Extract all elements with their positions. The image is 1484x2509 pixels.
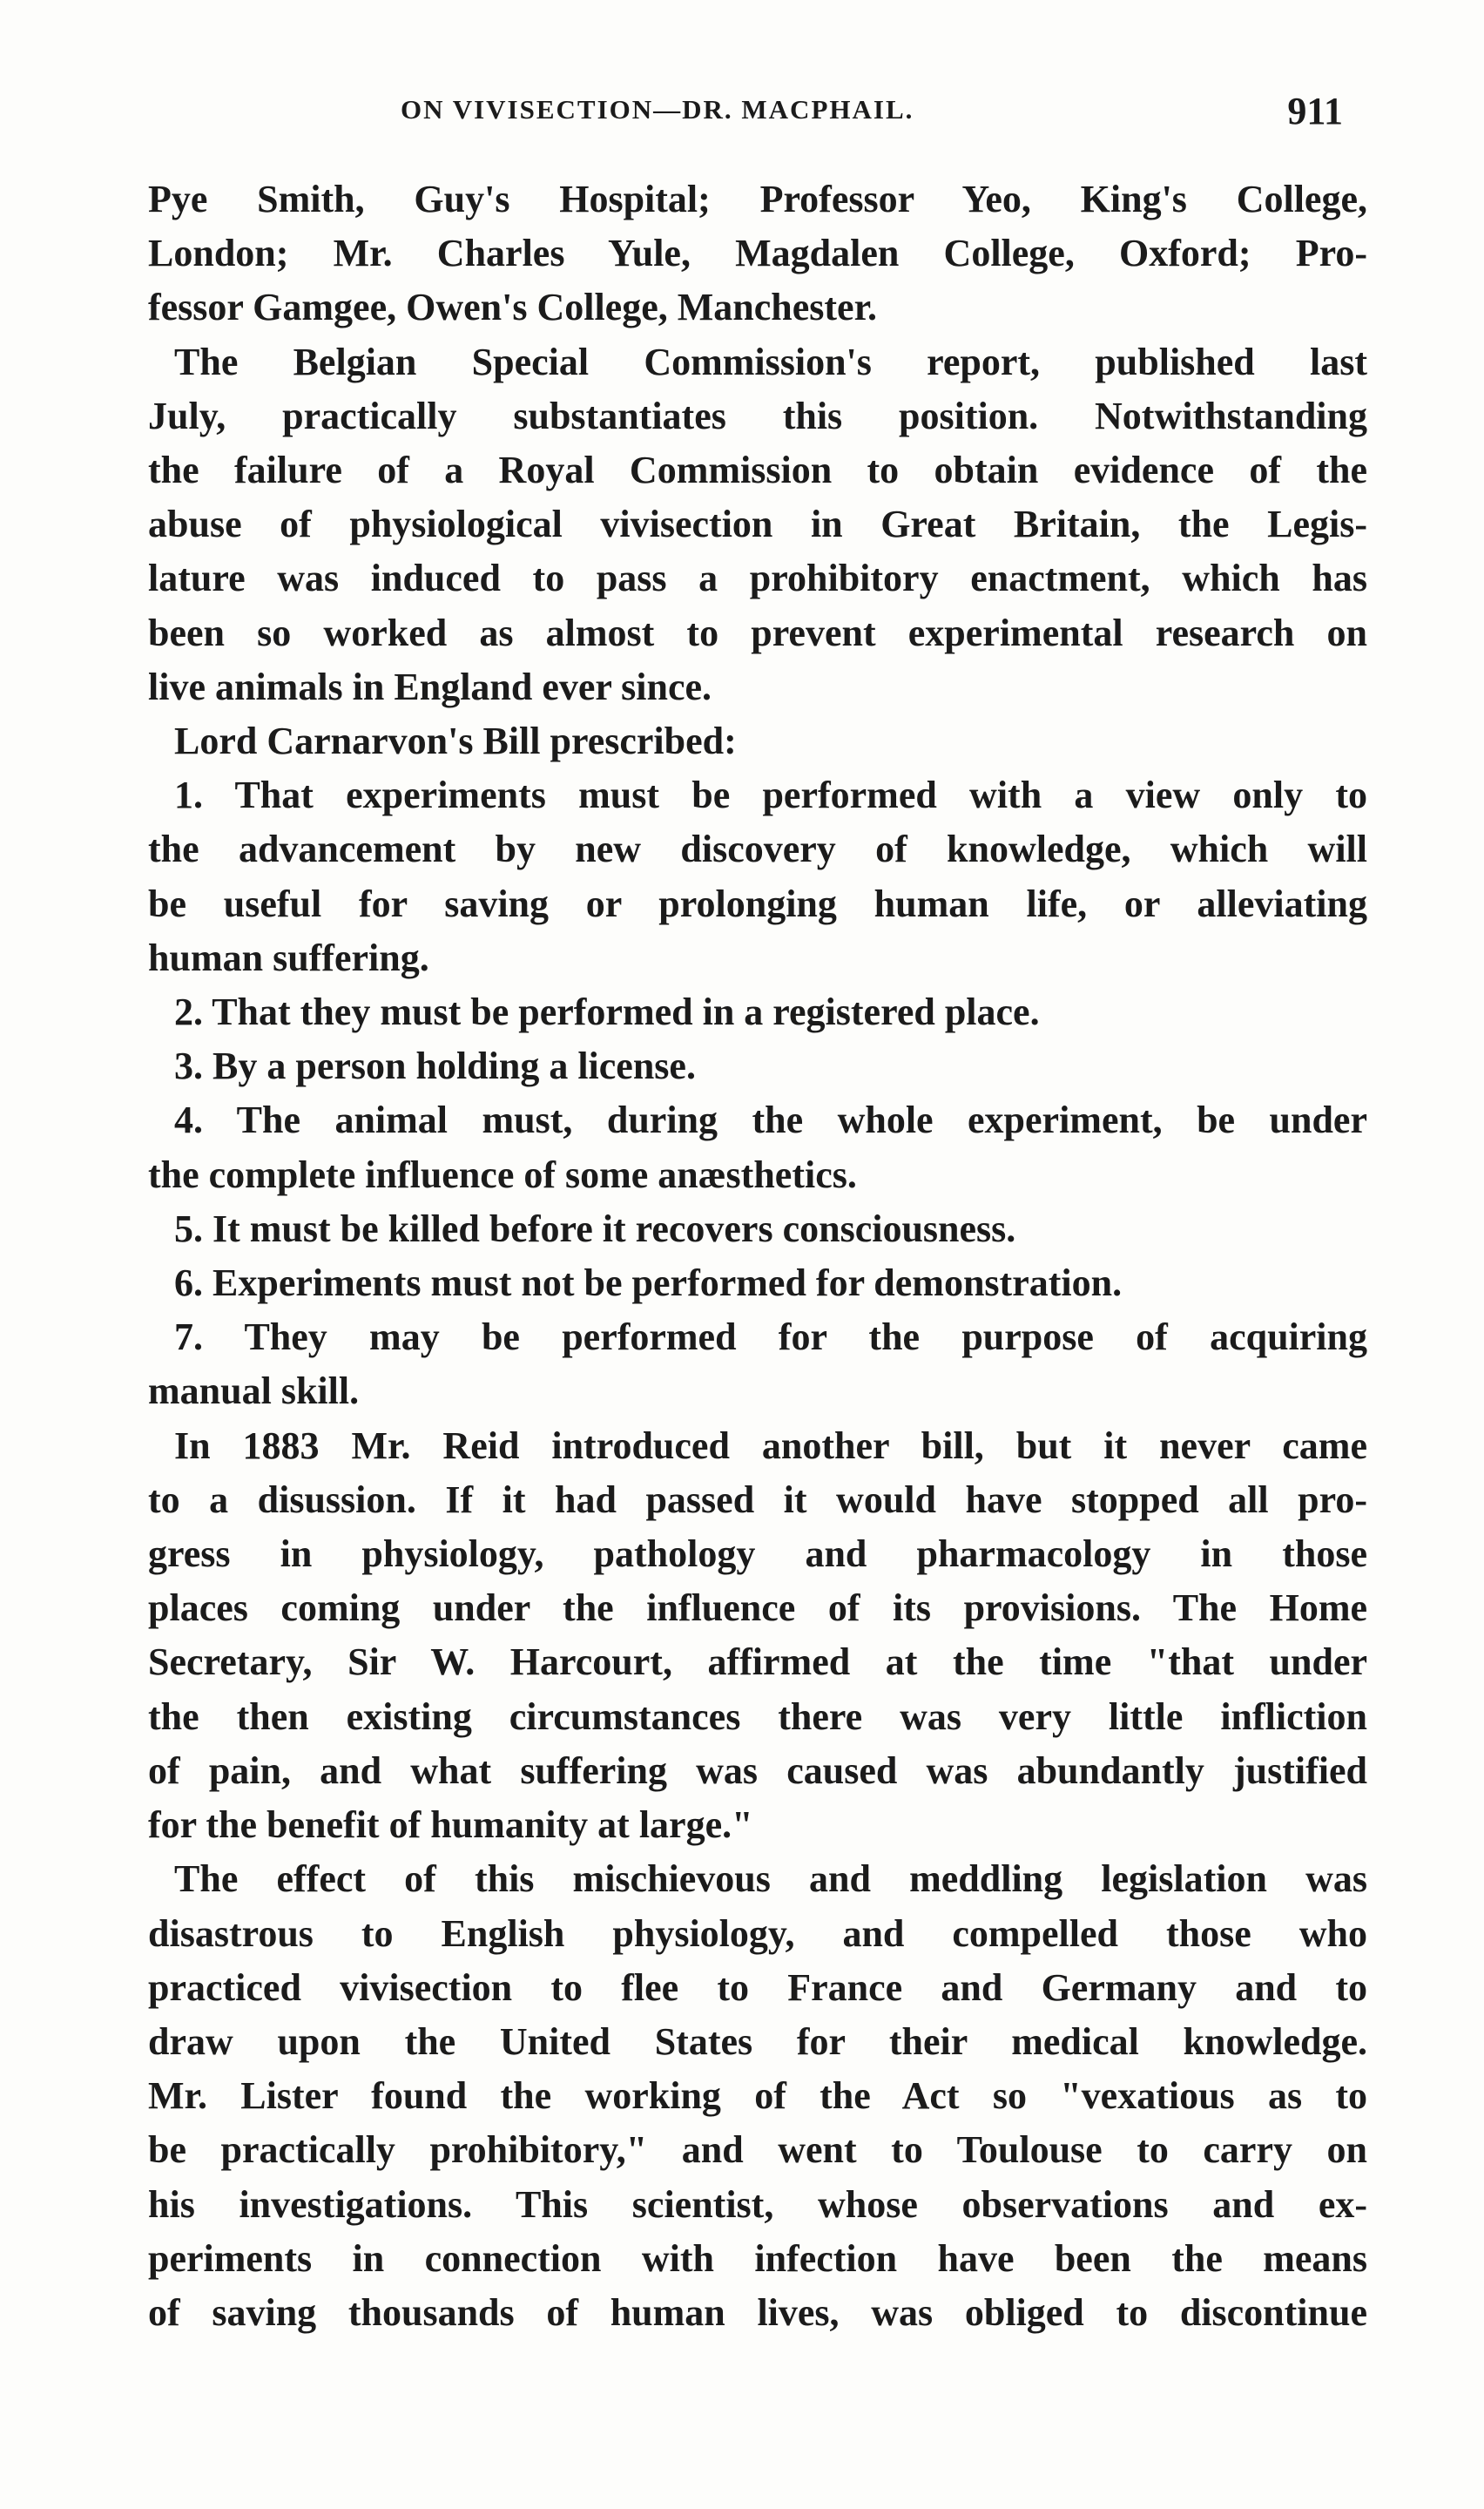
- running-head: ON VIVISECTION—DR. MACPHAIL.: [401, 94, 914, 125]
- text-line: been so worked as almost to prevent experimental research on: [148, 611, 1367, 654]
- text-line: In 1883 Mr. Reid introduced another bill, but it never came: [174, 1424, 1367, 1467]
- text-line: 1. That experiments must be performed with a view only to: [174, 774, 1367, 817]
- text-line: be practically prohibitory," and went to Toulouse to carry on: [148, 2128, 1367, 2172]
- text-line: 3. By a person holding a license.: [174, 1045, 696, 1088]
- text-line: Mr. Lister found the working of the Act so "vexatious as to: [148, 2074, 1367, 2118]
- text-line: The Belgian Special Commission's report, published last: [174, 340, 1367, 383]
- text-line: The effect of this mischievous and meddling legislation was: [174, 1857, 1367, 1901]
- text-line: July, practically substantiates this position. Notwithstanding: [148, 394, 1367, 437]
- text-line: 7. They may be performed for the purpose of acquiring: [174, 1315, 1367, 1359]
- text-line: live animals in England ever since.: [148, 665, 712, 708]
- text-line: practiced vivisection to flee to France and Germany and to: [148, 1965, 1367, 2009]
- text-line: fessor Gamgee, Owen's College, Manchester.: [148, 286, 878, 329]
- text-line: 6. Experiments must not be performed for demonstration.: [174, 1261, 1123, 1305]
- text-line: Secretary, Sir W. Harcourt, affirmed at the time "that under: [148, 1640, 1367, 1684]
- text-line: places coming under the influence of its provisions. The Home: [148, 1586, 1367, 1630]
- text-line: 4. The animal must, during the whole experiment, be under: [174, 1099, 1367, 1142]
- text-line: abuse of physiological vivisection in Great Britain, the Legis-: [148, 503, 1367, 546]
- text-line: be useful for saving or prolonging human life, or alleviating: [148, 882, 1367, 925]
- text-line: disastrous to English physiology, and compelled those who: [148, 1911, 1367, 1955]
- text-line: the advancement by new discovery of knowledge, which will: [148, 828, 1367, 871]
- text-line: periments in connection with infection have been the means: [148, 2236, 1367, 2280]
- text-line: Lord Carnarvon's Bill prescribed:: [174, 720, 737, 763]
- text-line: the failure of a Royal Commission to obtain evidence of the: [148, 449, 1367, 492]
- text-line: manual skill.: [148, 1369, 360, 1413]
- page-header: [139, 90, 1359, 146]
- text-line: Pye Smith, Guy's Hospital; Professor Yeo, King's College,: [148, 178, 1367, 220]
- text-line: his investigations. This scientist, whose observations and ex-: [148, 2182, 1367, 2226]
- text-line: lature was induced to pass a prohibitory enactment, which has: [148, 557, 1367, 600]
- page-number: 911: [1287, 90, 1343, 132]
- text-line: draw upon the United States for their medical knowledge.: [148, 2019, 1367, 2063]
- text-line: human suffering.: [148, 936, 429, 979]
- text-line: gress in physiology, pathology and pharmacology in those: [148, 1532, 1367, 1576]
- text-line: of pain, and what suffering was caused was abundantly justified: [148, 1748, 1367, 1792]
- text-line: London; Mr. Charles Yule, Magdalen College, Oxford; Pro-: [148, 232, 1367, 275]
- body-text: [148, 172, 1367, 2340]
- text-line: of saving thousands of human lives, was obliged to discontinue: [148, 2290, 1367, 2334]
- text-line: 2. That they must be performed in a registered place.: [174, 991, 1040, 1034]
- text-line: the complete influence of some anæsthetics.: [148, 1153, 857, 1196]
- text-line: 5. It must be killed before it recovers consciousness.: [174, 1207, 1016, 1250]
- text-line: the then existing circumstances there was very little infliction: [148, 1694, 1367, 1738]
- text-line: for the benefit of humanity at large.": [148, 1803, 753, 1847]
- text-line: to a disussion. If it had passed it would have stopped all pro-: [148, 1478, 1367, 1521]
